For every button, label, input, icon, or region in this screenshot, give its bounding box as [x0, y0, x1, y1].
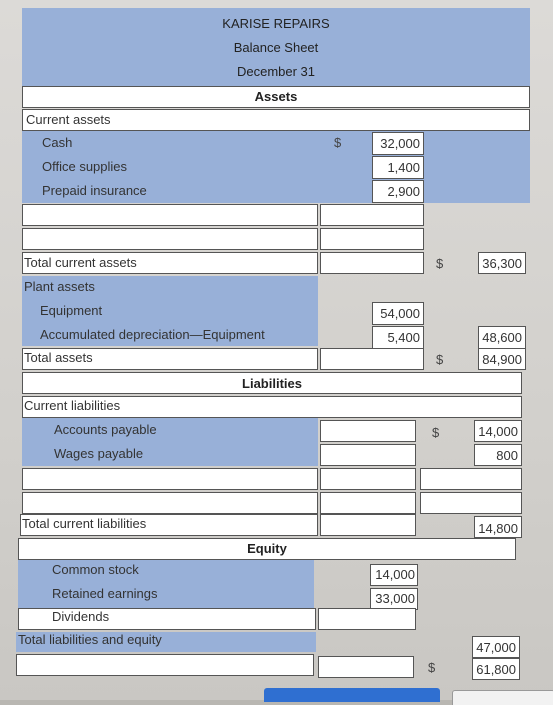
total-current-assets-label: Total current assets	[24, 255, 137, 270]
cash-dollar-sign: $	[334, 135, 342, 150]
equipment-value: 54,000	[380, 306, 420, 321]
prepaid-insurance-value: 2,900	[387, 184, 420, 199]
total-current-assets-value: 36,300	[482, 256, 522, 271]
total-current-liabilities-value: 14,800	[478, 521, 518, 536]
office-supplies-label: Office supplies	[42, 159, 128, 174]
current-liabilities-label: Current liabilities	[24, 398, 121, 413]
common-stock-label: Common stock	[52, 562, 139, 577]
office-supplies-value: 1,400	[387, 160, 420, 175]
blank-liability-mid-input-1[interactable]	[320, 468, 416, 490]
total-current-assets-dollar: $	[436, 256, 444, 271]
accumulated-depreciation-value: 5,400	[387, 330, 420, 345]
blank-amount-input-2[interactable]	[320, 228, 424, 250]
blank-label-input-2[interactable]	[22, 228, 318, 250]
grand-total-dollar: $	[428, 660, 436, 675]
dividends-input[interactable]	[318, 608, 416, 630]
total-assets-mid-cell[interactable]	[320, 348, 424, 370]
statement-date: December 31	[236, 64, 316, 79]
retained-earnings-label: Retained earnings	[52, 586, 158, 601]
accumulated-depreciation-label: Accumulated depreciation—Equipment	[40, 327, 265, 342]
dividends-label: Dividends	[52, 609, 110, 624]
accounts-payable-label: Accounts payable	[54, 422, 157, 437]
retained-earnings-value: 33,000	[375, 591, 415, 606]
blank-label-input-1[interactable]	[22, 204, 318, 226]
blank-amount-input-1[interactable]	[320, 204, 424, 226]
total-assets-label: Total assets	[24, 350, 93, 365]
cash-value: 32,000	[380, 136, 420, 151]
grand-total-value: 61,800	[476, 662, 516, 677]
secondary-button[interactable]	[452, 690, 553, 705]
blank-liability-mid-input-2[interactable]	[320, 492, 416, 514]
accounts-payable-mid-input[interactable]	[320, 420, 416, 442]
plant-assets-label: Plant assets	[24, 279, 95, 294]
total-liabilities-equity-label: Total liabilities and equity	[18, 632, 162, 647]
company-name: KARISE REPAIRS	[222, 16, 330, 31]
statement-title: Balance Sheet	[233, 40, 319, 55]
prepaid-insurance-label: Prepaid insurance	[42, 183, 147, 198]
blank-liability-label-input-1[interactable]	[22, 468, 318, 490]
grand-total-label-cell[interactable]	[16, 654, 314, 676]
wages-payable-mid-input[interactable]	[320, 444, 416, 466]
common-stock-value: 14,000	[375, 567, 415, 582]
wages-payable-label: Wages payable	[54, 446, 144, 461]
equity-heading: Equity	[247, 541, 287, 556]
blank-liability-amount-input-1[interactable]	[420, 468, 522, 490]
total-current-liabilities-mid-input[interactable]	[320, 514, 416, 536]
current-assets-label: Current assets	[26, 112, 111, 127]
total-assets-dollar: $	[436, 352, 444, 367]
wages-payable-value: 800	[496, 448, 518, 463]
grand-total-mid-input[interactable]	[318, 656, 414, 678]
total-assets-value: 84,900	[482, 352, 522, 367]
accounts-payable-value: 14,000	[478, 424, 518, 439]
liabilities-heading: Liabilities	[242, 376, 302, 391]
total-current-assets-mid-cell[interactable]	[320, 252, 424, 274]
assets-heading: Assets	[254, 89, 298, 104]
total-current-liabilities-label: Total current liabilities	[22, 516, 147, 531]
net-equipment-value: 48,600	[482, 330, 522, 345]
equipment-label: Equipment	[40, 303, 103, 318]
blank-liability-amount-input-2[interactable]	[420, 492, 522, 514]
total-equity-value: 47,000	[476, 640, 516, 655]
cash-label: Cash	[42, 135, 73, 150]
accounts-payable-dollar: $	[432, 425, 440, 440]
blank-liability-label-input-2[interactable]	[22, 492, 318, 514]
